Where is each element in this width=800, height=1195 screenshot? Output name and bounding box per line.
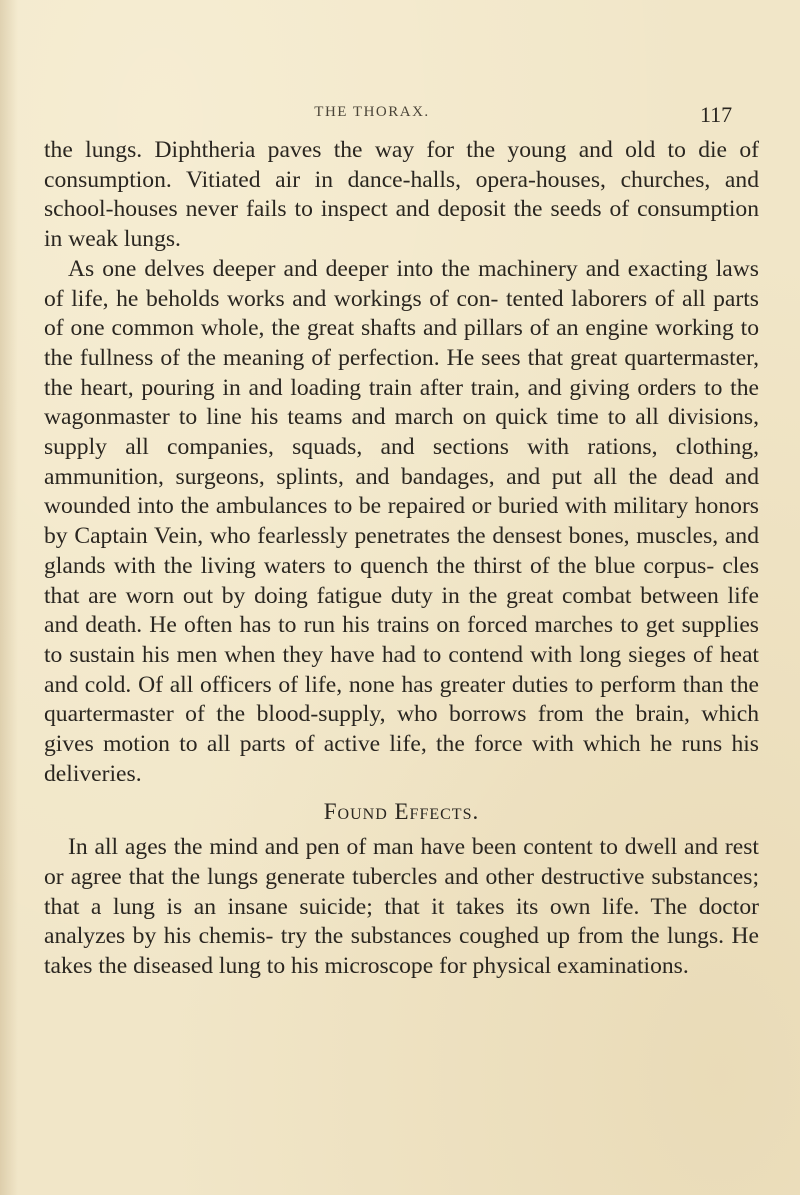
paragraph-found-effects: In all ages the mind and pen of man have been content to dwell and rest or agree that the lungs generate tubercles and other destructive substances; that a lung is an insane suicide; that it takes its own life. The doctor analyzes by his chemis- try the substances coughed up from the lungs. He takes the diseased lung to his microscope for physical examinations. (44, 834, 759, 979)
body-text (44, 136, 759, 982)
page-number: 117 (700, 102, 733, 127)
section-heading: Found Effects. (323, 799, 480, 825)
page-spine-shadow (0, 0, 18, 1195)
paragraph-machinery: As one delves deeper and deeper into the machinery and exacting laws of life, he beholds works and workings of con- tented laborers of all parts of one common whole, the great shafts and pillars of an engine working to the fullness of the meaning of perfection. He sees that great quartermaster, the heart, pouring in and loading train after train, and giving orders to the wagonmaster to line his teams and march on quick time to all divisions, supply all companies, squads, and sections with rations, clothing, ammunition, surgeons, splints, and bandages, and put all the dead and wounded into the ambulances to be repaired or buried with military honors by Captain Vein, who fearlessly penetrates the densest bones, muscles, and glands with the living waters to quench the thirst of the blue corpus- cles that are worn out by doing fatigue duty in the great combat between life and death. He often has to run his trains on forced marches to get supplies to sustain his men when they have had to contend with long sieges of heat and cold. Of all officers of life, none has greater duties to perform than the quartermaster of the blood-supply, who borrows from the brain, which gives motion to all parts of active life, the force with which he runs his deliveries. (44, 255, 759, 787)
running-head (0, 104, 800, 132)
paragraph-continued: the lungs. Diphtheria paves the way for the young and old to die of consumption. Vitiated air in dance-halls, opera-houses, churches, and school-houses never fails to inspect and deposit the seeds of consumption in weak lungs. (44, 137, 759, 253)
running-title: THE THORAX. (314, 104, 430, 120)
